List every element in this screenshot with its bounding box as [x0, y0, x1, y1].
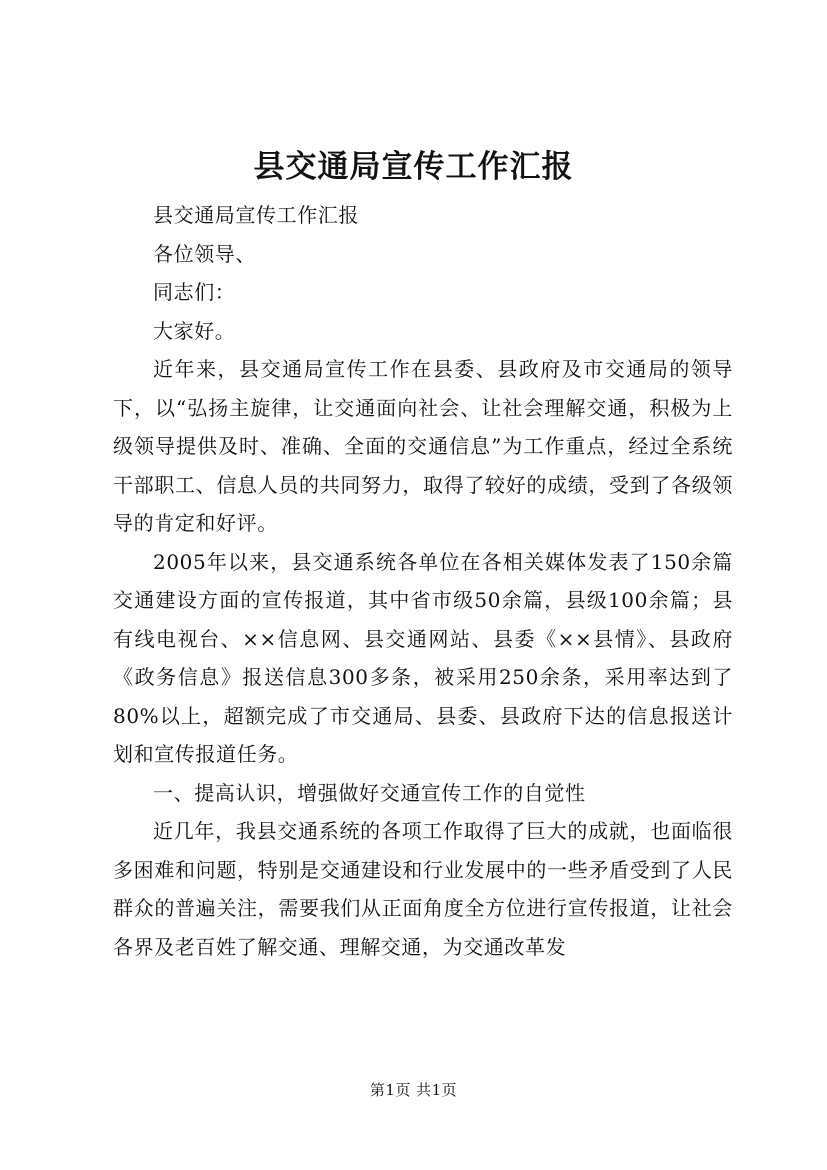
paragraph-greeting: 大家好。	[153, 318, 236, 343]
document-body	[113, 196, 733, 966]
paragraph-salutation-leaders: 各位领导、	[153, 241, 256, 266]
section-heading-1: 一、提高认识，增强做好交通宣传工作的自觉性	[153, 780, 586, 805]
paragraph-salutation-comrades: 同志们：	[153, 280, 236, 304]
page-footer: 第1页 共1页	[369, 1081, 458, 1099]
paragraph-subtitle: 县交通局宣传工作汇报	[153, 203, 359, 227]
document-title: 县交通局宣传工作汇报	[253, 149, 574, 185]
paragraph-intro: 近年来，县交通局宣传工作在县委、县政府及市交通局的领导下，以“弘扬主旋律，让交通面向社会、让社会理解交通，积极为上级领导提供及时、准确、全面的交通信息”为工作重点，经过全系统干部职工、信息人员的共同努力，取得了较好的成绩，受到了各级领导的肯定和好评。	[113, 357, 733, 535]
paragraph-achievements: 2005年以来，县交通系统各单位在各相关媒体发表了150余篇交通建设方面的宣传报道，其中省市级50余篇，县级100余篇；县有线电视台、××信息网、县交通网站、县委《××县情》、县政府《政务信息》报送信息300多条，被采用250余条，采用率达到了80%以上，超额完成了市交通局、县委、县政府下达的信息报送计划和宣传报道任务。	[113, 549, 733, 766]
paragraph-section-1: 近几年，我县交通系统的各项工作取得了巨大的成就，也面临很多困难和问题，特别是交通建设和行业发展中的一些矛盾受到了人民群众的普遍关注，需要我们从正面角度全方位进行宣传报道，让社会各界及老百姓了解交通、理解交通，为交通改革发	[113, 819, 733, 959]
